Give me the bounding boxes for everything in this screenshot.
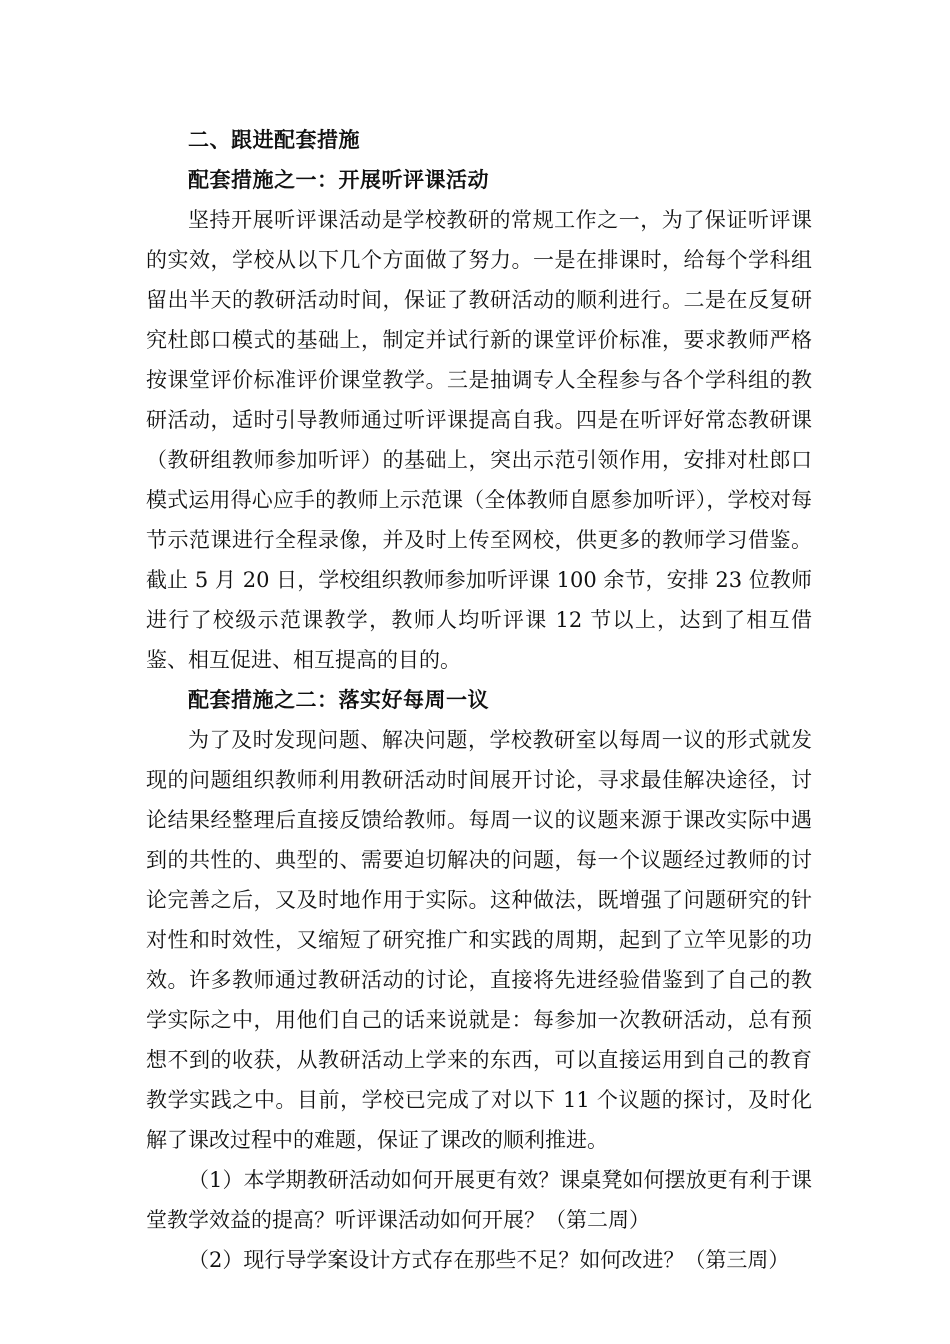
measure-2-title: 配套措施之二：落实好每周一议 bbox=[188, 688, 489, 712]
measure-2-paragraph: 为了及时发现问题、解决问题，学校教研室以每周一议的形式就发现的问题组织教师利用教研活动时间展开讨论，寻求最佳解决途径，讨论结果经整理后直接反馈给教师。每周一议的议题来源于课改实际中遇到的共性的、典型的、需要迫切解决的问题，每一个议题经过教师的讨论完善之后，又及时地作用于实际。这种做法，既增强了问题研究的针对性和时效性，又缩短了研究推广和实践的周期，起到了立竿见影的功效。许多教师通过教研活动的讨论，直接将先进经验借鉴到了自己的教学实际之中，用他们自己的话来说就是：每参加一次教研活动，总有预想不到的收获，从教研活动上学来的东西，可以直接运用到自己的教育教学实践之中。目前，学校已完成了对以下 11 个议题的探讨，及时化解了课改过程中的难题，保证了课改的顺利推进。 bbox=[146, 728, 812, 1152]
section-title: 二、跟进配套措施 bbox=[188, 128, 360, 152]
document-body bbox=[146, 120, 812, 1280]
measure-1-title: 配套措施之一：开展听评课活动 bbox=[188, 168, 489, 192]
agenda-item-2: （2）现行导学案设计方式存在那些不足？如何改进？（第三周） bbox=[188, 1248, 790, 1272]
agenda-item-1: （1）本学期教研活动如何开展更有效？课桌凳如何摆放更有利于课堂教学效益的提高？听评课活动如何开展？（第二周） bbox=[146, 1168, 812, 1232]
measure-1-paragraph: 坚持开展听评课活动是学校教研的常规工作之一，为了保证听评课的实效，学校从以下几个方面做了努力。一是在排课时，给每个学科组留出半天的教研活动时间，保证了教研活动的顺利进行。二是在反复研究杜郎口模式的基础上，制定并试行新的课堂评价标准，要求教师严格按课堂评价标准评价课堂教学。三是抽调专人全程参与各个学科组的教研活动，适时引导教师通过听评课提高自我。四是在听评好常态教研课（教研组教师参加听评）的基础上，突出示范引领作用，安排对杜郎口模式运用得心应手的教师上示范课（全体教师自愿参加听评），学校对每节示范课进行全程录像，并及时上传至网校，供更多的教师学习借鉴。截止 5 月 20 日，学校组织教师参加听评课 100 余节，安排 23 位教师进行了校级示范课教学，教师人均听评课 12 节以上，达到了相互借鉴、相互促进、相互提高的目的。 bbox=[146, 208, 812, 672]
